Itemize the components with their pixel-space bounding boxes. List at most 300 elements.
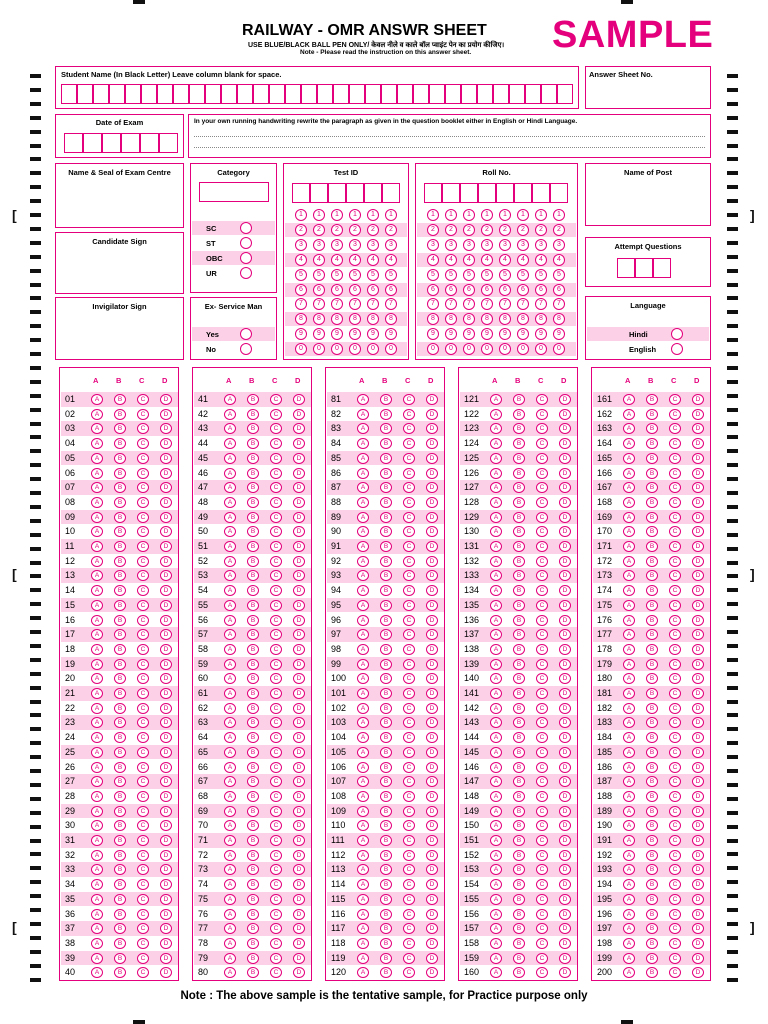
answer-bubble[interactable]: A	[357, 967, 369, 978]
answer-bubble[interactable]: A	[490, 909, 502, 920]
answer-bubble[interactable]: B	[114, 732, 126, 743]
answer-bubble[interactable]: A	[91, 791, 103, 802]
digit-bubble[interactable]: 7	[295, 298, 307, 310]
answer-bubble[interactable]: A	[623, 556, 635, 567]
digit-bubble[interactable]: 0	[481, 343, 493, 355]
answer-bubble[interactable]: D	[160, 615, 172, 626]
digit-bubble[interactable]: 4	[313, 254, 325, 266]
answer-bubble[interactable]: A	[224, 497, 236, 508]
answer-bubble[interactable]: B	[513, 894, 525, 905]
digit-bubble[interactable]: 3	[385, 239, 397, 251]
digit-bubble[interactable]: 7	[427, 298, 439, 310]
answer-bubble[interactable]: C	[403, 394, 415, 405]
answer-bubble[interactable]: D	[692, 644, 704, 655]
answer-bubble[interactable]: A	[357, 585, 369, 596]
answer-bubble[interactable]: C	[536, 688, 548, 699]
answer-bubble[interactable]: C	[270, 850, 282, 861]
answer-bubble[interactable]: A	[224, 541, 236, 552]
answer-bubble[interactable]: A	[357, 688, 369, 699]
answer-bubble[interactable]: A	[224, 791, 236, 802]
answer-bubble[interactable]: C	[536, 850, 548, 861]
answer-bubble[interactable]: B	[114, 615, 126, 626]
answer-bubble[interactable]: A	[623, 409, 635, 420]
answer-bubble[interactable]: D	[160, 791, 172, 802]
answer-bubble[interactable]: C	[137, 879, 149, 890]
answer-bubble[interactable]: C	[669, 659, 681, 670]
answer-bubble[interactable]: A	[224, 688, 236, 699]
answer-bubble[interactable]: D	[426, 585, 438, 596]
answer-bubble[interactable]: D	[160, 938, 172, 949]
answer-bubble[interactable]: D	[559, 879, 571, 890]
answer-bubble[interactable]: D	[293, 497, 305, 508]
answer-bubble[interactable]: C	[403, 468, 415, 479]
answer-bubble[interactable]: D	[692, 497, 704, 508]
answer-bubble[interactable]: D	[559, 938, 571, 949]
answer-bubble[interactable]: B	[513, 423, 525, 434]
digit-bubble[interactable]: 4	[499, 254, 511, 266]
answer-bubble[interactable]: D	[160, 482, 172, 493]
answer-bubble[interactable]: C	[137, 497, 149, 508]
answer-bubble[interactable]: C	[403, 894, 415, 905]
answer-bubble[interactable]: B	[513, 776, 525, 787]
answer-bubble[interactable]: D	[559, 570, 571, 581]
answer-bubble[interactable]: A	[623, 423, 635, 434]
answer-bubble[interactable]: A	[490, 967, 502, 978]
answer-bubble[interactable]: D	[692, 894, 704, 905]
answer-bubble[interactable]: C	[403, 835, 415, 846]
digit-bubble[interactable]: 6	[349, 284, 361, 296]
answer-bubble[interactable]: B	[646, 732, 658, 743]
answer-bubble[interactable]: D	[692, 585, 704, 596]
answer-bubble[interactable]: B	[380, 703, 392, 714]
answer-bubble[interactable]: B	[114, 791, 126, 802]
language-option[interactable]	[587, 327, 709, 341]
answer-bubble[interactable]: B	[646, 967, 658, 978]
answer-bubble[interactable]: C	[270, 717, 282, 728]
digit-bubble[interactable]: 6	[499, 284, 511, 296]
answer-bubble[interactable]: C	[270, 438, 282, 449]
answer-bubble[interactable]: B	[114, 526, 126, 537]
answer-bubble[interactable]: C	[137, 394, 149, 405]
answer-bubble[interactable]: B	[247, 570, 259, 581]
answer-bubble[interactable]: D	[160, 409, 172, 420]
answer-bubble[interactable]: C	[270, 909, 282, 920]
answer-bubble[interactable]: B	[513, 835, 525, 846]
answer-bubble[interactable]: A	[490, 776, 502, 787]
input-cell[interactable]	[77, 84, 93, 104]
answer-bubble[interactable]: B	[646, 394, 658, 405]
answer-bubble[interactable]: C	[270, 482, 282, 493]
answer-bubble[interactable]: B	[513, 806, 525, 817]
answer-bubble[interactable]: C	[270, 541, 282, 552]
answer-bubble[interactable]: D	[426, 570, 438, 581]
answer-bubble[interactable]: B	[114, 585, 126, 596]
answer-bubble[interactable]: B	[247, 864, 259, 875]
answer-bubble[interactable]: A	[91, 394, 103, 405]
digit-bubble[interactable]: 6	[295, 284, 307, 296]
answer-bubble[interactable]: A	[224, 938, 236, 949]
digit-bubble[interactable]: 9	[295, 328, 307, 340]
answer-bubble[interactable]: B	[646, 600, 658, 611]
input-cell[interactable]	[157, 84, 173, 104]
digit-bubble[interactable]: 2	[295, 224, 307, 236]
answer-bubble[interactable]: A	[224, 894, 236, 905]
answer-bubble[interactable]: D	[160, 512, 172, 523]
digit-bubble[interactable]: 5	[331, 269, 343, 281]
answer-bubble[interactable]: B	[380, 806, 392, 817]
answer-bubble[interactable]: A	[91, 762, 103, 773]
answer-bubble[interactable]: C	[403, 423, 415, 434]
digit-bubble[interactable]: 6	[463, 284, 475, 296]
input-cell[interactable]	[310, 183, 328, 203]
date-cell[interactable]	[64, 133, 83, 153]
answer-bubble[interactable]: B	[380, 938, 392, 949]
answer-bubble[interactable]: A	[224, 512, 236, 523]
answer-bubble[interactable]: D	[426, 453, 438, 464]
answer-bubble[interactable]: D	[293, 923, 305, 934]
answer-bubble[interactable]: B	[114, 879, 126, 890]
date-cell[interactable]	[102, 133, 121, 153]
answer-bubble[interactable]: A	[623, 747, 635, 758]
category-option-bubble[interactable]	[240, 267, 252, 279]
answer-bubble[interactable]: D	[160, 659, 172, 670]
answer-bubble[interactable]: C	[669, 820, 681, 831]
answer-bubble[interactable]: D	[559, 806, 571, 817]
answer-bubble[interactable]: D	[559, 600, 571, 611]
digit-bubble[interactable]: 1	[517, 209, 529, 221]
answer-bubble[interactable]: D	[426, 438, 438, 449]
answer-bubble[interactable]: C	[669, 512, 681, 523]
answer-bubble[interactable]: B	[380, 423, 392, 434]
answer-bubble[interactable]: B	[513, 482, 525, 493]
name-of-post-box[interactable]	[585, 163, 711, 226]
answer-bubble[interactable]: D	[692, 600, 704, 611]
answer-bubble[interactable]: A	[357, 953, 369, 964]
answer-bubble[interactable]: A	[623, 894, 635, 905]
digit-bubble[interactable]: 1	[463, 209, 475, 221]
answer-bubble[interactable]: B	[513, 967, 525, 978]
answer-bubble[interactable]: D	[559, 864, 571, 875]
answer-bubble[interactable]: D	[293, 644, 305, 655]
digit-bubble[interactable]: 6	[535, 284, 547, 296]
answer-bubble[interactable]: B	[247, 644, 259, 655]
answer-bubble[interactable]: C	[403, 776, 415, 787]
digit-bubble[interactable]: 8	[427, 313, 439, 325]
digit-bubble[interactable]: 9	[349, 328, 361, 340]
answer-bubble[interactable]: A	[623, 791, 635, 802]
digit-bubble[interactable]: 0	[427, 343, 439, 355]
answer-bubble[interactable]: D	[160, 717, 172, 728]
student-name-box[interactable]	[55, 66, 579, 109]
answer-bubble[interactable]: A	[91, 673, 103, 684]
answer-bubble[interactable]: A	[357, 600, 369, 611]
answer-bubble[interactable]: D	[426, 409, 438, 420]
answer-bubble[interactable]: A	[623, 453, 635, 464]
answer-bubble[interactable]: A	[490, 894, 502, 905]
answer-bubble[interactable]: A	[623, 644, 635, 655]
answer-bubble[interactable]: B	[114, 806, 126, 817]
answer-bubble[interactable]: A	[224, 600, 236, 611]
answer-bubble[interactable]: D	[692, 659, 704, 670]
answer-bubble[interactable]: D	[293, 615, 305, 626]
answer-bubble[interactable]: B	[114, 468, 126, 479]
answer-bubble[interactable]: B	[114, 659, 126, 670]
answer-bubble[interactable]: D	[293, 570, 305, 581]
answer-bubble[interactable]: C	[669, 732, 681, 743]
answer-bubble[interactable]: D	[692, 879, 704, 890]
answer-bubble[interactable]: B	[247, 556, 259, 567]
answer-bubble[interactable]: A	[490, 703, 502, 714]
answer-bubble[interactable]: A	[91, 806, 103, 817]
answer-bubble[interactable]: B	[646, 762, 658, 773]
input-cell[interactable]	[509, 84, 525, 104]
digit-bubble[interactable]: 7	[331, 298, 343, 310]
answer-bubble[interactable]: D	[559, 776, 571, 787]
digit-bubble[interactable]: 2	[517, 224, 529, 236]
answer-bubble[interactable]: C	[403, 453, 415, 464]
answer-bubble[interactable]: A	[91, 717, 103, 728]
answer-bubble[interactable]: C	[669, 615, 681, 626]
answer-bubble[interactable]: B	[646, 820, 658, 831]
answer-bubble[interactable]: D	[426, 482, 438, 493]
answer-bubble[interactable]: C	[270, 703, 282, 714]
ex-service-option-bubble[interactable]	[240, 343, 252, 355]
digit-bubble[interactable]: 7	[463, 298, 475, 310]
answer-bubble[interactable]: C	[536, 747, 548, 758]
answer-bubble[interactable]: B	[247, 629, 259, 640]
answer-bubble[interactable]: C	[137, 820, 149, 831]
answer-bubble[interactable]: D	[426, 423, 438, 434]
answer-bubble[interactable]: C	[137, 894, 149, 905]
answer-bubble[interactable]: C	[403, 806, 415, 817]
answer-bubble[interactable]: B	[380, 879, 392, 890]
answer-bubble[interactable]: D	[160, 468, 172, 479]
digit-bubble[interactable]: 3	[367, 239, 379, 251]
digit-bubble[interactable]: 1	[499, 209, 511, 221]
answer-bubble[interactable]: B	[646, 497, 658, 508]
answer-bubble[interactable]: C	[403, 644, 415, 655]
digit-bubble[interactable]: 9	[367, 328, 379, 340]
answer-bubble[interactable]: C	[669, 570, 681, 581]
digit-bubble[interactable]: 9	[385, 328, 397, 340]
answer-bubble[interactable]: B	[247, 953, 259, 964]
answer-bubble[interactable]: C	[270, 497, 282, 508]
answer-bubble[interactable]: B	[380, 820, 392, 831]
answer-bubble[interactable]: A	[490, 585, 502, 596]
answer-bubble[interactable]: C	[536, 556, 548, 567]
answer-bubble[interactable]: A	[357, 703, 369, 714]
answer-bubble[interactable]: C	[536, 909, 548, 920]
digit-bubble[interactable]: 5	[553, 269, 565, 281]
answer-bubble[interactable]: C	[270, 570, 282, 581]
answer-bubble[interactable]: B	[380, 732, 392, 743]
input-cell[interactable]	[653, 258, 671, 278]
digit-bubble[interactable]: 5	[385, 269, 397, 281]
answer-bubble[interactable]: A	[623, 762, 635, 773]
answer-bubble[interactable]: A	[490, 482, 502, 493]
answer-bubble[interactable]: C	[536, 673, 548, 684]
answer-bubble[interactable]: C	[536, 585, 548, 596]
answer-bubble[interactable]: A	[490, 762, 502, 773]
digit-bubble[interactable]: 6	[445, 284, 457, 296]
answer-bubble[interactable]: B	[380, 909, 392, 920]
answer-bubble[interactable]: C	[536, 703, 548, 714]
answer-bubble[interactable]: C	[270, 747, 282, 758]
answer-bubble[interactable]: C	[403, 556, 415, 567]
answer-bubble[interactable]: D	[160, 497, 172, 508]
answer-bubble[interactable]: C	[403, 850, 415, 861]
digit-bubble[interactable]: 8	[367, 313, 379, 325]
answer-bubble[interactable]: B	[513, 791, 525, 802]
answer-bubble[interactable]: C	[137, 570, 149, 581]
answer-bubble[interactable]: A	[490, 438, 502, 449]
answer-bubble[interactable]: A	[357, 570, 369, 581]
answer-bubble[interactable]: A	[357, 791, 369, 802]
answer-bubble[interactable]: D	[692, 556, 704, 567]
answer-bubble[interactable]: A	[357, 615, 369, 626]
answer-bubble[interactable]: A	[490, 879, 502, 890]
answer-bubble[interactable]: C	[270, 468, 282, 479]
answer-bubble[interactable]: C	[270, 835, 282, 846]
answer-bubble[interactable]: A	[91, 570, 103, 581]
digit-bubble[interactable]: 0	[445, 343, 457, 355]
answer-bubble[interactable]: D	[559, 850, 571, 861]
input-cell[interactable]	[349, 84, 365, 104]
answer-bubble[interactable]: A	[490, 923, 502, 934]
digit-bubble[interactable]: 7	[499, 298, 511, 310]
answer-bubble[interactable]: B	[380, 717, 392, 728]
answer-bubble[interactable]: C	[536, 615, 548, 626]
answer-bubble[interactable]: C	[403, 909, 415, 920]
answer-bubble[interactable]: B	[646, 526, 658, 537]
answer-bubble[interactable]: B	[513, 629, 525, 640]
digit-bubble[interactable]: 1	[481, 209, 493, 221]
answer-bubble[interactable]: C	[403, 615, 415, 626]
answer-bubble[interactable]: B	[513, 409, 525, 420]
answer-bubble[interactable]: C	[669, 703, 681, 714]
digit-bubble[interactable]: 7	[313, 298, 325, 310]
digit-bubble[interactable]: 2	[463, 224, 475, 236]
answer-bubble[interactable]: D	[293, 526, 305, 537]
answer-bubble[interactable]: A	[623, 615, 635, 626]
answer-bubble[interactable]: A	[357, 468, 369, 479]
digit-bubble[interactable]: 8	[553, 313, 565, 325]
answer-bubble[interactable]: B	[646, 438, 658, 449]
answer-bubble[interactable]: D	[426, 879, 438, 890]
answer-bubble[interactable]: A	[623, 541, 635, 552]
answer-bubble[interactable]: D	[426, 864, 438, 875]
answer-bubble[interactable]: A	[91, 820, 103, 831]
answer-bubble[interactable]: D	[692, 967, 704, 978]
answer-bubble[interactable]: B	[646, 879, 658, 890]
digit-bubble[interactable]: 7	[517, 298, 529, 310]
input-cell[interactable]	[365, 84, 381, 104]
input-cell[interactable]	[109, 84, 125, 104]
answer-bubble[interactable]: B	[513, 541, 525, 552]
input-cell[interactable]	[382, 183, 400, 203]
answer-bubble[interactable]: A	[91, 688, 103, 699]
answer-bubble[interactable]: A	[91, 423, 103, 434]
answer-bubble[interactable]: B	[380, 526, 392, 537]
answer-bubble[interactable]: C	[536, 791, 548, 802]
answer-bubble[interactable]: C	[137, 923, 149, 934]
answer-bubble[interactable]: D	[426, 732, 438, 743]
answer-bubble[interactable]: A	[490, 453, 502, 464]
answer-bubble[interactable]: B	[380, 923, 392, 934]
answer-bubble[interactable]: D	[559, 644, 571, 655]
answer-bubble[interactable]: D	[160, 556, 172, 567]
digit-bubble[interactable]: 3	[427, 239, 439, 251]
answer-bubble[interactable]: D	[293, 776, 305, 787]
answer-bubble[interactable]: D	[426, 762, 438, 773]
answer-bubble[interactable]: A	[357, 938, 369, 949]
answer-bubble[interactable]: C	[270, 776, 282, 787]
date-cell[interactable]	[140, 133, 159, 153]
answer-bubble[interactable]: D	[692, 423, 704, 434]
answer-sheet-no-box[interactable]	[585, 66, 711, 109]
answer-bubble[interactable]: D	[293, 703, 305, 714]
answer-bubble[interactable]: A	[623, 659, 635, 670]
answer-bubble[interactable]: B	[513, 923, 525, 934]
answer-bubble[interactable]: D	[160, 835, 172, 846]
digit-bubble[interactable]: 0	[517, 343, 529, 355]
answer-bubble[interactable]: A	[357, 820, 369, 831]
input-cell[interactable]	[397, 84, 413, 104]
answer-bubble[interactable]: B	[114, 556, 126, 567]
answer-bubble[interactable]: B	[114, 923, 126, 934]
answer-bubble[interactable]: C	[270, 923, 282, 934]
answer-bubble[interactable]: B	[513, 703, 525, 714]
answer-bubble[interactable]: A	[623, 909, 635, 920]
answer-bubble[interactable]: B	[513, 864, 525, 875]
answer-bubble[interactable]: B	[114, 482, 126, 493]
digit-bubble[interactable]: 8	[331, 313, 343, 325]
digit-bubble[interactable]: 8	[445, 313, 457, 325]
answer-bubble[interactable]: A	[623, 482, 635, 493]
answer-bubble[interactable]: A	[91, 703, 103, 714]
answer-bubble[interactable]: B	[513, 659, 525, 670]
answer-bubble[interactable]: C	[270, 953, 282, 964]
answer-bubble[interactable]: B	[646, 423, 658, 434]
answer-bubble[interactable]: D	[559, 703, 571, 714]
answer-bubble[interactable]: B	[114, 909, 126, 920]
answer-bubble[interactable]: B	[247, 659, 259, 670]
answer-bubble[interactable]: C	[270, 791, 282, 802]
digit-bubble[interactable]: 9	[553, 328, 565, 340]
input-cell[interactable]	[493, 84, 509, 104]
candidate-sign-box[interactable]	[55, 232, 184, 294]
answer-bubble[interactable]: A	[91, 453, 103, 464]
answer-bubble[interactable]: B	[646, 556, 658, 567]
digit-bubble[interactable]: 4	[553, 254, 565, 266]
digit-bubble[interactable]: 9	[517, 328, 529, 340]
answer-bubble[interactable]: C	[536, 600, 548, 611]
answer-bubble[interactable]: B	[114, 776, 126, 787]
answer-bubble[interactable]: A	[490, 806, 502, 817]
answer-bubble[interactable]: B	[380, 776, 392, 787]
answer-bubble[interactable]: A	[357, 673, 369, 684]
digit-bubble[interactable]: 2	[481, 224, 493, 236]
answer-bubble[interactable]: A	[357, 879, 369, 890]
answer-bubble[interactable]: A	[357, 541, 369, 552]
answer-bubble[interactable]: D	[426, 820, 438, 831]
answer-bubble[interactable]: D	[559, 909, 571, 920]
answer-bubble[interactable]: A	[623, 953, 635, 964]
answer-bubble[interactable]: B	[513, 453, 525, 464]
digit-bubble[interactable]: 3	[463, 239, 475, 251]
answer-bubble[interactable]: C	[137, 732, 149, 743]
answer-bubble[interactable]: A	[224, 644, 236, 655]
